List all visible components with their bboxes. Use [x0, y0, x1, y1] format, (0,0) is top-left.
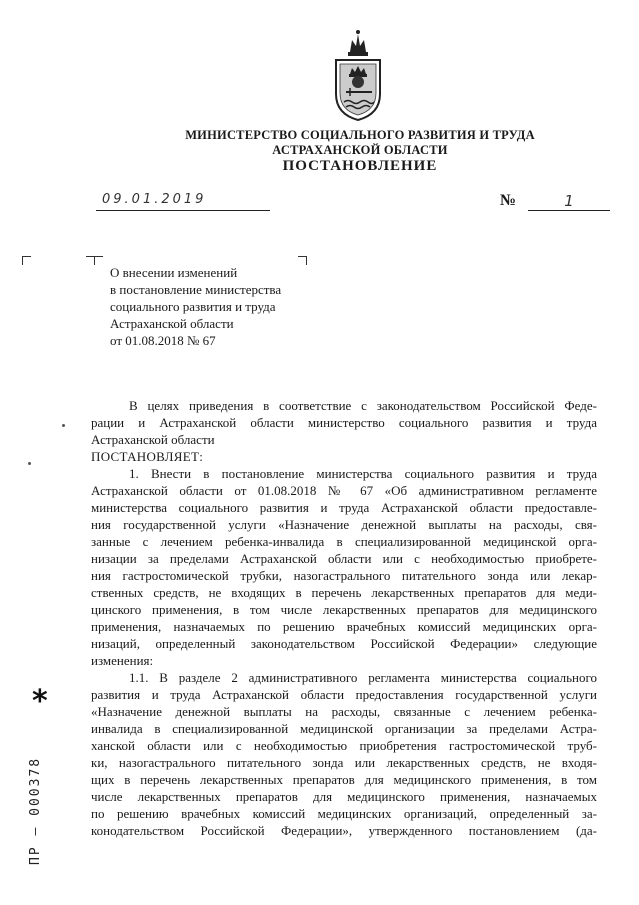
body-line: применения, назначаемых по решению врачебных комиссий медицинских орга- [91, 619, 597, 634]
body-line: ственных средств, не входящих в перечень лекарственных препаратов для меди- [91, 585, 597, 600]
ministry-name-line1: МИНИСТЕРСТВО СОЦИАЛЬНОГО РАЗВИТИЯ И ТРУДА [185, 128, 535, 142]
subject-line: Астраханской области [110, 316, 234, 331]
corner-mark [94, 256, 103, 265]
body-line: по решению врачебных комиссий медицинских организаций, определенный за- [91, 806, 597, 821]
body-line: рации и Астраханской области министерство социального развития и труда [91, 415, 597, 430]
coat-of-arms-emblem [328, 22, 388, 122]
decree-keyword: ПОСТАНОВЛЯЕТ: [91, 449, 204, 464]
body-line: низации за пределами Астраханской области или с необходимостью приобрете- [91, 551, 597, 566]
margin-asterisk: * [32, 684, 48, 719]
scan-speck [28, 462, 31, 465]
body-line: инвалида в специализированной медицинской организации за пределами Астра- [91, 721, 597, 736]
body-line: Астраханской области от 01.08.2018 № 67 «Об административном регламенте [91, 483, 597, 498]
body-line: министерства социального развития и труда Астраханской области предоставле- [91, 500, 597, 515]
subject-line: в постановление министерства [110, 282, 282, 297]
subject-line: социального развития и труда [110, 299, 276, 314]
body-line: Астраханской области [91, 432, 215, 447]
decree-body [91, 397, 597, 839]
body-line: ния государственной услуги «Назначение денежной выплаты на расходы, свя- [91, 517, 597, 532]
subject-line: О внесении изменений [110, 265, 238, 280]
body-line: конодательством Российской Федерации», утвержденного постановлением (да- [91, 823, 597, 838]
body-line: 1. Внести в постановление министерства социального развития и труда [129, 466, 597, 481]
decree-date: 09.01.2019 [96, 192, 270, 211]
body-line: ки, назогастрального питательного зонда или лекарственных средств, не входя- [91, 755, 597, 770]
corner-mark [22, 256, 31, 265]
decree-subject [110, 264, 350, 349]
body-line: ханской области или с необходимостью приобретения гастростомической труб- [91, 738, 597, 753]
subject-line: от 01.08.2018 № 67 [110, 333, 216, 348]
registration-number: ПР – 000378 [28, 756, 43, 865]
body-line: В целях приведения в соответствие с законодательством Российской Феде- [129, 398, 597, 413]
body-line: низаций, определенный законодательством Российской Федерации» следующие [91, 636, 597, 651]
decree-number-label: № [500, 192, 517, 209]
body-line: развития и труда Астраханской области предоставления государственной услуги [91, 687, 597, 702]
ministry-name-line2: АСТРАХАНСКОЙ ОБЛАСТИ [272, 143, 448, 157]
body-line: 1.1. В разделе 2 административного регламента министерства социального [129, 670, 597, 685]
body-line: «Назначение денежной выплаты на расходы, связанные с лечением ребенка- [91, 704, 597, 719]
body-line: щих в перечень лекарственных препаратов для медицинского применения, в том [91, 772, 597, 787]
body-line: ния гастростомической трубки, назогастрального питательного зонда или лекар- [91, 568, 597, 583]
decree-number: 1 [528, 192, 610, 211]
body-line: числе лекарственных препаратов для медицинского применения, назначаемых [91, 789, 597, 804]
decree-title: ПОСТАНОВЛЕНИЕ [282, 158, 438, 174]
body-line: изменения: [91, 653, 154, 668]
body-line: цинского применения, в том числе лекарственных препаратов для медицинского [91, 602, 597, 617]
scan-speck [62, 424, 65, 427]
body-line: занные с лечением ребенка-инвалида в специализированной медицинской орга- [91, 534, 597, 549]
